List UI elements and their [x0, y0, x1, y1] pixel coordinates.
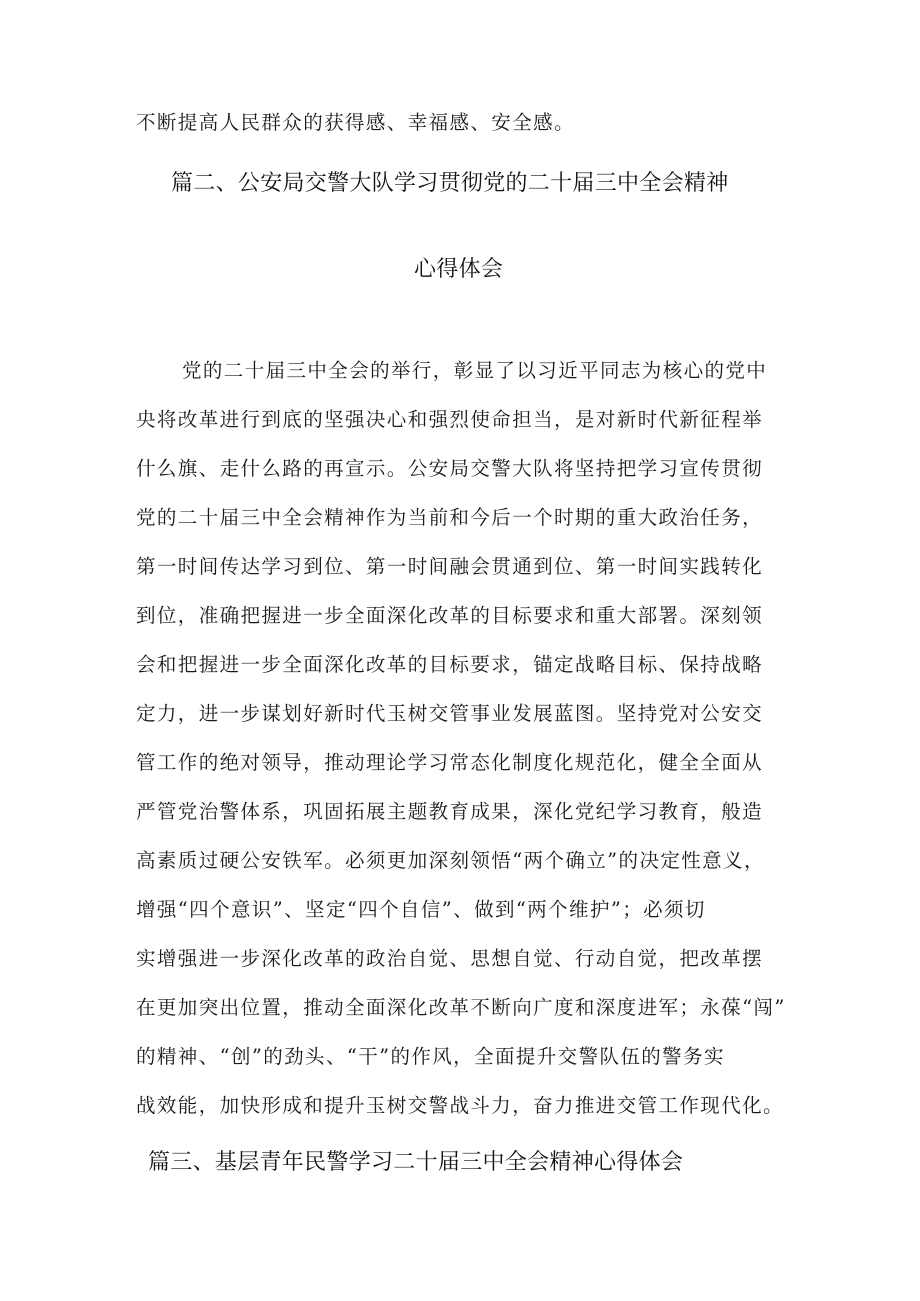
body-line: 严管党治警体系，巩固拓展主题教育成果，深化党纪学习教育，般造 — [136, 800, 764, 823]
body-line: 战效能，加快形成和提升玉树交警战斗力，奋力推进交管工作现代化。 — [136, 1094, 784, 1117]
body-line: 管工作的绝对领导，推动理论学习常态化制度化规范化，健全全面从 — [136, 751, 764, 774]
body-line: 党的二十届三中全会的举行，彰显了以习近平同志为核心的党中 — [182, 359, 768, 382]
body-line: 央将改革进行到底的坚强决心和强烈使命担当，是对新时代新征程举 — [136, 408, 764, 431]
body-line: 党的二十届三中全会精神作为当前和今后一个时期的重大政治任务， — [136, 506, 764, 529]
body-line: 的精神、“创”的劲头、“干”的作风，全面提升交警队伍的警务实 — [136, 1045, 725, 1068]
body-line: 到位，准确把握进一步全面深化改革的目标要求和重大部署。深刻领 — [136, 604, 764, 627]
section3-title: 篇三、基层青年民警学习二十届三中全会精神心得体会 — [148, 1150, 684, 1175]
body-line: 高素质过硬公安铁军。必须更加深刻领悟“两个确立”的决定性意义， — [136, 849, 765, 872]
section2-title-line2: 心得体会 — [414, 257, 504, 282]
body-line: 在更加突出位置，推动全面深化改革不断向广度和深度进军；永葆“闯” — [136, 996, 786, 1019]
body-line: 增强“四个意识”、坚定“四个自信”、做到“两个维护”；必须切 — [136, 898, 706, 921]
body-line: 什么旗、走什么路的再宣示。公安局交警大队将坚持把学习宣传贯彻 — [136, 457, 764, 480]
body-line: 第一时间传达学习到位、第一时间融会贯通到位、第一时间实践转化 — [136, 555, 764, 578]
body-line: 会和把握进一步全面深化改革的目标要求，锚定战略目标、保持战略 — [136, 653, 764, 676]
body-line: 实增强进一步深化改革的政治自觉、思想自觉、行动自觉，把改革摆 — [136, 947, 764, 970]
section2-title-line1: 篇二、公安局交警大队学习贯彻党的二十届三中全会精神 — [171, 171, 729, 196]
intro-line: 不断提高人民群众的获得感、幸福感、安全感。 — [136, 111, 575, 134]
body-line: 定力，进一步谋划好新时代玉树交管事业发展蓝图。坚持党对公安交 — [136, 702, 764, 725]
